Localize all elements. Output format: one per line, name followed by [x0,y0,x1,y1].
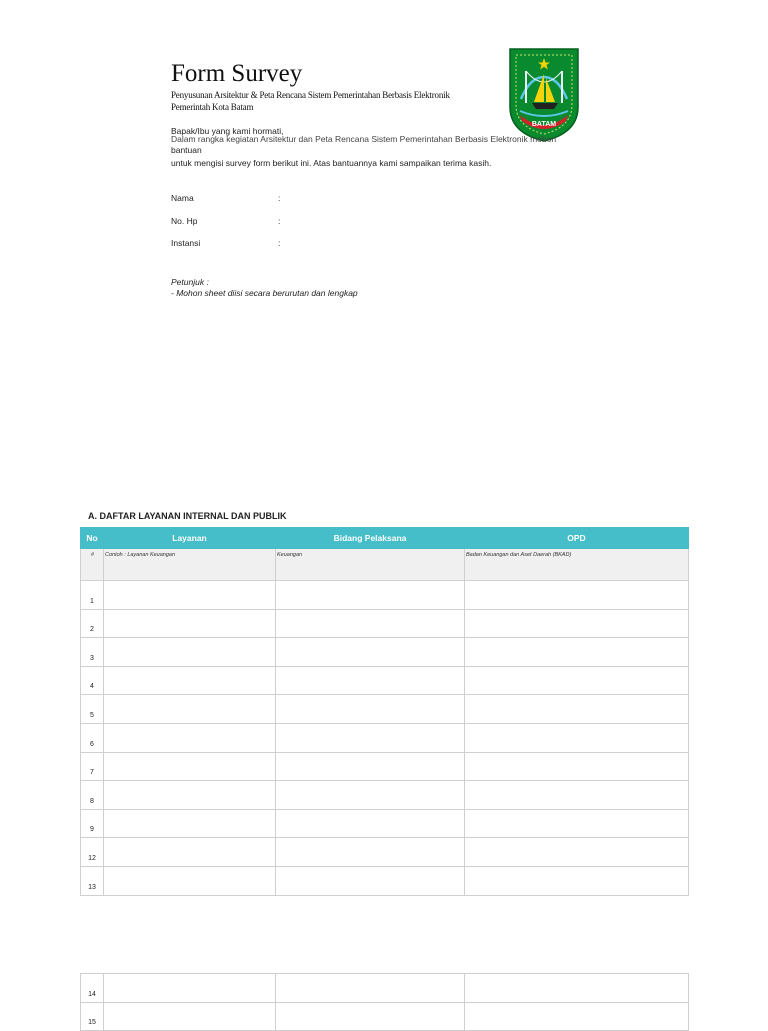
example-opd: Badan Keuangan dan Aset Daerah (BKAD) [465,549,689,581]
layanan-cell[interactable] [104,809,276,838]
row-number: 1 [81,581,104,610]
opd-cell[interactable] [465,974,689,1003]
row-number: 2 [81,609,104,638]
intro-line-3: untuk mengisi survey form berikut ini. Atas bantuannya kami sampaikan terima kasih. [171,158,492,168]
subtitle-line-2: Pemerintah Kota Batam [171,102,254,112]
bidang-cell[interactable] [276,781,465,810]
table-row [81,809,689,838]
column-header-layanan: Layanan [104,528,276,549]
layanan-cell[interactable] [104,781,276,810]
table-row [81,666,689,695]
opd-cell[interactable] [465,1002,689,1031]
layanan-cell[interactable] [104,838,276,867]
services-table-continued [80,973,689,1031]
table-row [81,638,689,667]
bidang-cell[interactable] [276,1002,465,1031]
opd-cell[interactable] [465,866,689,895]
row-number: 13 [81,866,104,895]
example-no: # [81,549,104,581]
bidang-cell[interactable] [276,866,465,895]
opd-cell[interactable] [465,752,689,781]
intro-line-1: Dalam rangka kegiatan Arsitektur dan Peta Rencana Sistem Pemerintahan Berbasis Elektronik mohon [171,134,557,144]
bidang-cell[interactable] [276,581,465,610]
layanan-cell[interactable] [104,866,276,895]
opd-cell[interactable] [465,609,689,638]
bidang-cell[interactable] [276,695,465,724]
opd-cell[interactable] [465,638,689,667]
field-label-instansi: Instansi [171,238,201,248]
field-label-nama: Nama [171,193,194,203]
bidang-cell[interactable] [276,809,465,838]
bidang-cell[interactable] [276,838,465,867]
services-table [80,527,689,896]
opd-cell[interactable] [465,723,689,752]
layanan-cell[interactable] [104,609,276,638]
table-row [81,609,689,638]
field-colon-instansi: : [278,238,281,248]
opd-cell[interactable] [465,695,689,724]
bidang-cell[interactable] [276,723,465,752]
opd-cell[interactable] [465,781,689,810]
table-row [81,838,689,867]
layanan-cell[interactable] [104,1002,276,1031]
greeting-text: Bapak/Ibu yang kami hormati, [171,126,284,136]
field-colon-no-hp: : [278,216,281,226]
layanan-cell[interactable] [104,581,276,610]
batam-emblem-logo [508,47,580,143]
table-row [81,723,689,752]
bidang-cell[interactable] [276,666,465,695]
row-number: 3 [81,638,104,667]
column-header-bidang-pelaksana: Bidang Pelaksana [276,528,465,549]
layanan-cell[interactable] [104,974,276,1003]
bidang-cell[interactable] [276,609,465,638]
row-number: 9 [81,809,104,838]
example-bidang: Keuangan [276,549,465,581]
example-layanan: Contoh : Layanan Keuangan [104,549,276,581]
opd-cell[interactable] [465,838,689,867]
column-header-opd: OPD [465,528,689,549]
section-a-title: A. DAFTAR LAYANAN INTERNAL DAN PUBLIK [88,511,287,521]
row-number: 4 [81,666,104,695]
table-row [81,1002,689,1031]
example-row [81,549,689,581]
bidang-cell[interactable] [276,638,465,667]
subtitle-line-1: Penyusunan Arsitektur & Peta Rencana Sistem Pemerintahan Berbasis Elektronik [171,90,450,100]
row-number: 7 [81,752,104,781]
bidang-cell[interactable] [276,974,465,1003]
intro-line-2: bantuan [171,145,202,155]
column-header-no: No [81,528,104,549]
table-row [81,695,689,724]
field-colon-nama: : [278,193,281,203]
instructions-label: Petunjuk : [171,277,209,287]
layanan-cell[interactable] [104,752,276,781]
table-row [81,781,689,810]
opd-cell[interactable] [465,581,689,610]
page-title: Form Survey [171,60,303,87]
instructions-item: - Mohon sheet diisi secara berurutan dan lengkap [171,288,358,298]
layanan-cell[interactable] [104,666,276,695]
logo-text: BATAM [531,121,557,128]
row-number: 6 [81,723,104,752]
layanan-cell[interactable] [104,723,276,752]
row-number: 5 [81,695,104,724]
row-number: 8 [81,781,104,810]
row-number: 15 [81,1002,104,1031]
bidang-cell[interactable] [276,752,465,781]
table-row [81,752,689,781]
layanan-cell[interactable] [104,638,276,667]
row-number: 12 [81,838,104,867]
table-row [81,974,689,1003]
row-number: 14 [81,974,104,1003]
table-row [81,581,689,610]
table-row [81,866,689,895]
opd-cell[interactable] [465,666,689,695]
field-label-no-hp: No. Hp [171,216,198,226]
opd-cell[interactable] [465,809,689,838]
layanan-cell[interactable] [104,695,276,724]
